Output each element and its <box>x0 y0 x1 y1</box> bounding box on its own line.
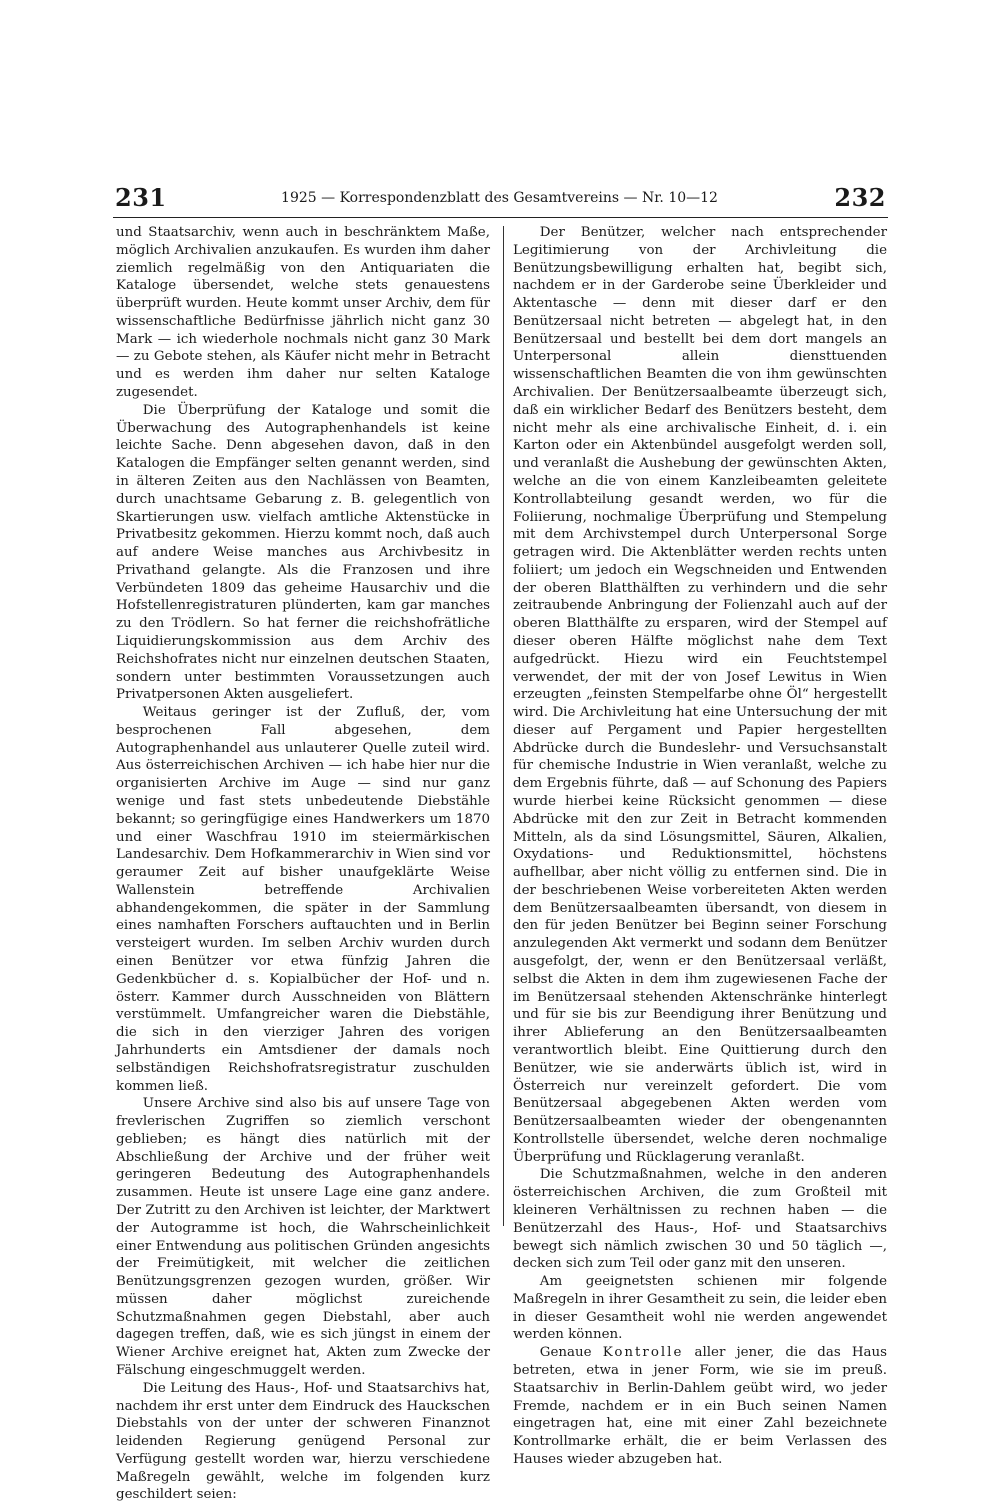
running-title: 1925 — Korrespondenzblatt des Gesamtvereins — Nr. 10—12 <box>281 190 718 206</box>
paragraph: Die Überprüfung der Kataloge und somit die Überwachung des Autographenhandels ist keine leichte Sache. Denn abgesehen davon, daß in den Katalogen die Empfänger selten genannt werden, sind in älteren Zeiten aus den Nachlässen von Beamten, durch unachtsame Gebarung z. B. gelegentlich von Skartierungen usw. vielfach amtliche Aktenstücke in Privatbesitz gekommen. Hierzu kommt noch, daß auch auf andere Weise manches aus Archivbesitz in Privathand gelangte. Als die Franzosen und ihre Verbündeten 1809 das geheime Hausarchiv und die Hofstellenregistraturen plünderten, kam gar manches zu den Trödlern. So hat ferner die reichshofrätliche Liquidierungskommission aus dem Archiv des Reichshofrates nicht nur einzelnen deutschen Staaten, sondern unter bestimmten Voraussetzungen auch Privatpersonen Akten ausgeliefert. <box>116 402 490 703</box>
paragraph: Die Leitung des Haus-, Hof- und Staatsarchivs hat, nachdem ihr erst unter dem Eindruck des Hauckschen Diebstahls von der unter der schweren Finanznot leidenden Regierung genügend Personal zur Verfügung gestellt worden war, hierzu verschiedene Maßregeln gewählt, welche im folgenden kurz geschildert seien: <box>116 1380 490 1503</box>
paragraph: Am geeignetsten schienen mir folgende Maßregeln in ihrer Gesamtheit zu sein, die leider eben in dieser Gesamtheit wohl nie werden angewendet werden können. <box>513 1274 887 1343</box>
right-column <box>513 224 887 1467</box>
spaced-keyword: Kontrolle <box>602 1345 684 1361</box>
paragraph: Die Schutzmaßnahmen, welche in den anderen österreichischen Archiven, die zum Großteil mit kleineren Verhältnissen zu rechnen haben — die Benützerzahl des Haus-, Hof- und Staatsarchivs bewegt sich nämlich zwischen 30 und 50 täglich —, decken sich zum Teil oder ganz mit den unseren. <box>513 1167 887 1272</box>
page-number-left: 231 <box>115 183 167 212</box>
paragraph-rest: aller jener, die das Haus betreten, etwa in jener Form, wie sie im preuß. Staatsarchiv in Berlin-Dahlem geübt wird, wo jeder Fremde, nachdem er in ein Buch seinen Namen eingetragen hat, eine mit einer Zahl bezeichnete Kontrollmarke erhält, die er beim Verlassen des Hauses wieder abzugeben hat. <box>513 1345 887 1467</box>
paragraph: und Staatsarchiv, wenn auch in beschränktem Maße, möglich Archivalien anzukaufen. Es wurden ihm daher ziemlich regelmäßig von den Antiquariaten die Kataloge übersendet, welche stets genauestens überprüft wurden. Heute kommt unser Archiv, dem für wissenschaftliche Bedürfnisse jährlich nicht ganz 30 Mark — ich wiederhole nochmals nicht ganz 30 Mark — zu Gebote stehen, als Käufer nicht mehr in Betracht und es werden ihm daher nur selten Kataloge zugesendet. <box>116 225 490 401</box>
paragraph: Der Benützer, welcher nach entsprechender Legitimierung von der Archivleitung die Benützungsbewilligung erhalten hat, begibt sich, nachdem er in der Garderobe seine Überkleider und Aktentasche — denn mit dieser darf er den Benützersaal nicht betreten — abgelegt hat, in den Benützersaal und bestellt bei dem dort mangels an Unterpersonal allein diensttuenden wissenschaftlichen Beamten die von ihm gewünschten Archivalien. Der Benützersaalbeamte überzeugt sich, daß ein wirklicher Bedarf des Benützers besteht, dem nicht mehr als eine archivalische Einheit, d. i. ein Karton oder ein Aktenbündel ausgefolgt werden soll, und veranlaßt die Aushebung der gewünschten Akten, welche an die von einem Kanzleibeamten geleitete Kontrollabteilung gesandt werden, wo für die Foliierung, nochmalige Überprüfung und Stempelung mit dem Archivstempel durch Unterpersonal Sorge getragen wird. Die Aktenblätter werden rechts unten foliiert; um jedoch ein Wegschneiden und Entwenden der oberen Blatthälften zu verhindern und die sehr zeitraubende Anbringung der Folienzahl auch auf der oberen Blatthälfte zu ersparen, wird der Stempel auf dieser oberen Hälfte möglichst nahe dem Text aufgedrückt. Hiezu wird ein Feuchtstempel verwendet, der mit der von Josef Lewitus in Wien erzeugten „feinsten Stempelfarbe ohne Öl“ hergestellt wird. Die Archivleitung hat eine Untersuchung der mit dieser auf Pergament und Papier hergestellten Abdrücke durch die Bundeslehr- und Versuchsanstalt für chemische Industrie in Wien veranlaßt, welche zu dem Ergebnis führte, daß — auf Schonung des Papiers wurde hierbei keine Rücksicht genommen — diese Abdrücke mit den zur Zeit in Betracht kommenden Mitteln, als da sind Lösungsmittel, Säuren, Alkalien, Oxydations- und Reduktionsmittel, höchstens aufhellbar, aber nicht völlig zu entfernen sind. Die in der beschriebenen Weise vorbereiteten Akten werden dem Benützersaalbeamten übersandt, von diesem in den für jeden Benützer bei Beginn seiner Forschung anzulegenden Akt vermerkt und sodann dem Benützer ausgefolgt, der, wenn er den Benützersaal verläßt, selbst die Akten in dem ihm zugewiesenen Fache der im Benützersaal stehenden Aktenschränke hinterlegt und für sie bis zur Beendigung ihrer Benützung und ihrer Ablieferung an den Benützersaalbeamten verantwortlich bleibt. Eine Quittierung durch den Benützer, wie sie anderwärts üblich ist, wird in Österreich nur vereinzelt gefordert. Die vom Benützersaal abgegebenen Akten werden vom Benützersaalbeamten wieder der obengenannten Kontrollstelle übersendet, welche deren nochmalige Überprüfung und Rücklagerung veranlaßt. <box>513 225 887 1165</box>
paragraph-kontrolle <box>513 1344 887 1468</box>
page-header <box>113 183 886 217</box>
paragraph: Weitaus geringer ist der Zufluß, der, vom besprochenen Fall abgesehen, dem Autographenhandel aus unlauterer Quelle zuteil wird. Aus österreichischen Archiven — ich habe hier nur die organisierten Archive im Auge — sind nur ganz wenige und fast stets unbedeutende Diebstähle bekannt; so geringfügige eines Handwerkers um 1870 und einer Waschfrau 1910 im steiermärkischen Landesarchiv. Dem Hofkammerarchiv in Wien sind vor geraumer Zeit auf bisher unaufgeklärte Weise Wallenstein betreffende Archivalien abhandengekommen, die später in der Sammlung eines namhaften Forschers auftauchten und in Berlin versteigert wurden. Im selben Archiv wurden durch einen Benützer vor etwa fünfzig Jahren die Gedenkbücher d. s. Kopialbücher der Hof- und n. österr. Kammer durch Ausschneiden von Blättern verstümmelt. Umfangreicher waren die Diebstähle, die sich in den vierziger Jahren des vorigen Jahrhunderts ein Amtsdiener der damals noch selbständigen Reichshofratsregistratur zuschulden kommen ließ. <box>116 705 490 1094</box>
paragraph: Unsere Archive sind also bis auf unsere Tage von frevlerischen Zugriffen so ziemlich verschont geblieben; es hängt dies natürlich mit der Abschließung der Archive und der früher weit geringeren Bedeutung des Autographenhandels zusammen. Heute ist unsere Lage eine ganz andere. Der Zutritt zu den Archiven ist leichter, der Marktwert der Autogramme ist hoch, die Wahrscheinlichkeit einer Entwendung aus politischen Gründen angesichts der Freimütigkeit, mit welcher die zeitlichen Benützungsgrenzen gezogen wurden, größer. Wir müssen daher möglichst zureichende Schutzmaßnahmen gegen Diebstahl, aber auch dagegen treffen, daß, wie es sich jüngst in einem der Wiener Archive ereignet hat, Akten zum Zwecke der Fälschung eingeschmuggelt werden. <box>116 1096 490 1378</box>
page-number-right: 232 <box>834 183 886 212</box>
column-divider <box>503 226 504 1226</box>
paragraph-lead: Genaue <box>539 1345 603 1361</box>
left-column <box>116 224 490 1503</box>
header-rule <box>113 217 888 218</box>
